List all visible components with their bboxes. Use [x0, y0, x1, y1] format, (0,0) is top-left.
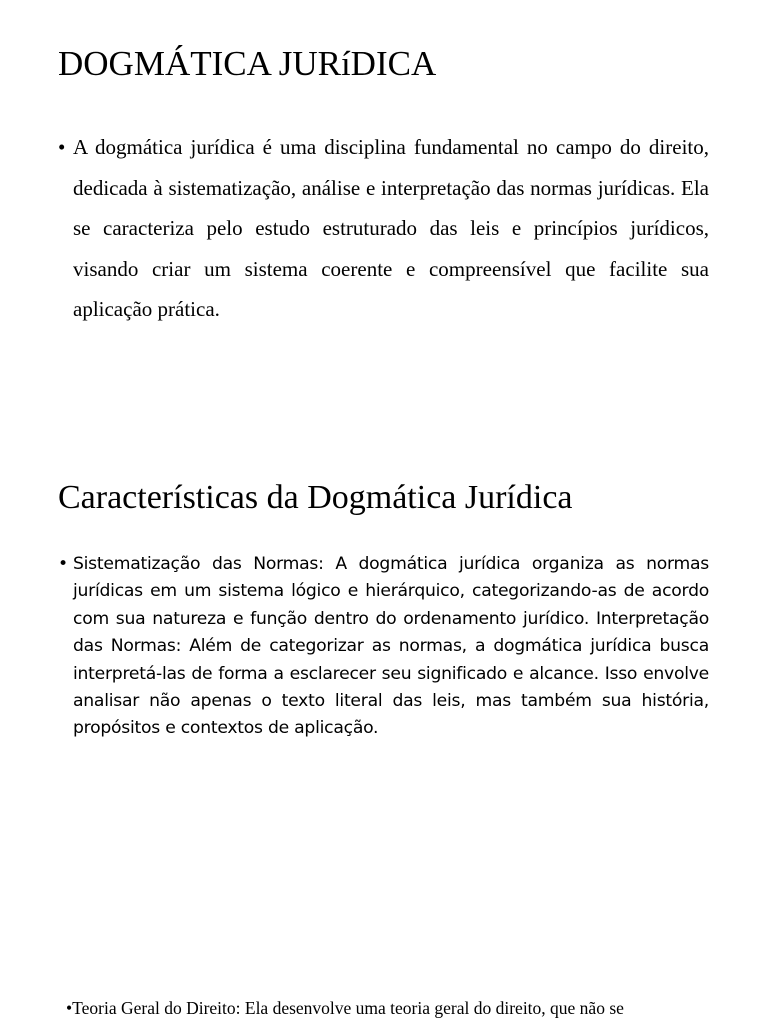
bullet-list-teoria-geral	[66, 996, 624, 1020]
bullet-text-teoria-geral: Teoria Geral do Direito: Ela desenvolve uma teoria geral do direito, que não se	[72, 998, 624, 1018]
bullet-marker: •	[58, 135, 66, 159]
bullet-text-sistematizacao: Sistematização das Normas: A dogmática jurídica organiza as normas jurídicas em um sistema lógico e hierárquico, categorizando-as de acordo com sua natureza e função dentro do ordenamento jurídico. Interpretação das Normas: Além de categorizar as normas, a dogmática jurídica busca interpretá-las de forma a esclarecer seu significado e alcance. Isso envolve analisar não apenas o texto literal das leis, mas também sua história, propósitos e contextos de aplicação.	[73, 554, 709, 739]
bullet-text-intro: A dogmática jurídica é uma disciplina fundamental no campo do direito, dedicada à sistematização, análise e interpretação das normas jurídicas. Ela se caracteriza pelo estudo estruturado das leis e princípios jurídicos, visando criar um sistema coerente e compreensível que facilite sua aplicação prática.	[73, 135, 709, 321]
section-title-caracteristicas: Características da Dogmática Jurídica	[58, 479, 573, 516]
bullet-marker: •	[58, 554, 69, 574]
bullet-list-caracteristicas	[58, 551, 709, 743]
section-title-dogmatica-juridica: DOGMÁTICA JURíDICA	[58, 44, 437, 83]
bullet-marker: •	[66, 998, 73, 1018]
bullet-list-intro	[58, 127, 709, 330]
